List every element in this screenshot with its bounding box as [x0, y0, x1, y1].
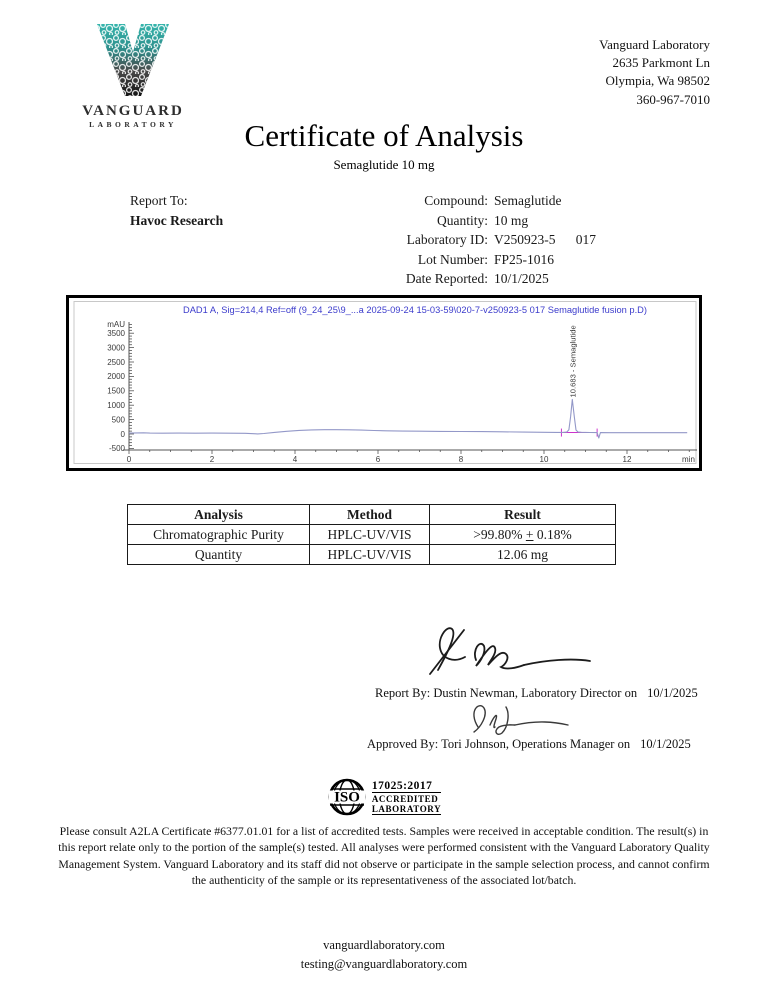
svg-text:2: 2	[209, 455, 215, 464]
approved-by-line	[367, 737, 691, 752]
detail-row-compound	[310, 191, 596, 211]
column-header-method: Method	[310, 505, 430, 525]
detail-value: V250923-5 017	[494, 232, 596, 248]
detail-value: Semaglutide	[494, 193, 562, 208]
results-header-row	[128, 505, 616, 525]
iso-accreditation-badge	[0, 777, 768, 817]
chromatogram-frame	[66, 295, 702, 471]
svg-text:3500: 3500	[107, 329, 125, 338]
detail-label: Lot Number:	[417, 251, 488, 267]
footer-email: testing@vanguardlaboratory.com	[300, 956, 468, 971]
iso-laboratory-label: LABORATORY	[371, 803, 442, 814]
iso-globe-icon	[327, 777, 367, 817]
svg-text:1000: 1000	[107, 401, 125, 410]
lab-name: Vanguard Laboratory	[599, 37, 710, 52]
table-row-purity	[128, 525, 616, 545]
report-to-block	[130, 191, 223, 230]
lab-address-block	[599, 36, 710, 109]
column-header-analysis: Analysis	[128, 505, 310, 525]
plus-minus-sign: +	[525, 526, 534, 542]
svg-text:10: 10	[539, 455, 549, 464]
page-title: Certificate of Analysis	[244, 118, 524, 153]
cell-result: 12.06 mg	[430, 545, 616, 565]
svg-text:4: 4	[292, 455, 298, 464]
column-header-result: Result	[430, 505, 616, 525]
detail-value: 10/1/2025	[494, 271, 549, 287]
report-to-label: Report To:	[130, 193, 188, 208]
svg-text:12: 12	[622, 455, 632, 464]
detail-label: Date Reported:	[405, 271, 488, 287]
report-by-text: Report By: Dustin Newman, Laboratory Director on	[375, 686, 638, 700]
svg-text:mAU: mAU	[107, 320, 125, 329]
logo-wordmark: VANGUARD	[82, 103, 184, 119]
disclaimer-text: Please consult A2LA Certificate #6377.01.01 for a list of accredited tests. Samples were received in acceptable condition. The result(s) in this report relate only to the portion of the sample(s) tested. All analyses were performed consistent with the Vanguard Laboratory Quality Management System. Vanguard Laboratory and its staff did not observe or participate in the sample selection process, and cannot confirm the authenticity of the sample or its representativeness of the associated lot/batch.	[58, 824, 710, 887]
detail-label: Compound:	[424, 193, 488, 208]
client-name: Havoc Research	[130, 212, 224, 228]
svg-text:2500: 2500	[107, 357, 125, 367]
cell-method: HPLC-UV/VIS	[310, 545, 430, 565]
svg-text:2000: 2000	[107, 372, 125, 382]
lab-city: Olympia, Wa 98502	[605, 73, 710, 89]
lab-street: 2635 Parkmont Ln	[612, 55, 710, 71]
iso-text-block	[372, 780, 441, 815]
svg-text:min: min	[682, 455, 695, 464]
vanguard-v-icon	[87, 22, 179, 98]
svg-text:ISO: ISO	[333, 789, 360, 806]
report-date: 10/1/2025	[647, 686, 698, 700]
logo-wordmark-sub: LABORATORY	[89, 120, 177, 129]
cell-method: HPLC-UV/VIS	[310, 525, 430, 545]
detail-row-lot-number	[310, 250, 596, 270]
svg-text:DAD1 A, Sig=214,4 Ref=off (9_2: DAD1 A, Sig=214,4 Ref=off (9_24_25\9_...a 2025-09-24 15-03-59\020-7-v250923-5 017 Semaglutide fusion p.D)	[183, 305, 647, 315]
director-signature	[424, 620, 596, 682]
cell-analysis: Chromatographic Purity	[128, 525, 310, 545]
iso-accredited-label: ACCREDITED	[371, 793, 439, 804]
svg-text:1500: 1500	[107, 386, 125, 396]
svg-text:3000: 3000	[107, 343, 125, 353]
svg-text:-500: -500	[108, 444, 125, 454]
svg-text:500: 500	[111, 415, 125, 425]
footer-website: vanguardlaboratory.com	[323, 938, 445, 952]
detail-label: Laboratory ID:	[406, 232, 488, 248]
results-table	[127, 504, 616, 565]
table-row-quantity	[128, 545, 616, 565]
footer-contact	[0, 936, 768, 974]
vanguard-logo	[78, 22, 188, 129]
iso-standard-number: 17025:2017	[372, 780, 441, 793]
detail-row-lab-id	[310, 230, 596, 250]
cell-analysis: Quantity	[128, 545, 310, 565]
sample-details-block	[310, 191, 596, 289]
svg-text:0: 0	[120, 429, 125, 439]
cell-result: >99.80% + 0.18%	[430, 525, 616, 545]
svg-text:10.683 - Semaglutide: 10.683 - Semaglutide	[568, 325, 578, 398]
chromatogram-plot	[71, 300, 699, 466]
svg-text:0: 0	[126, 455, 132, 464]
detail-row-date-reported	[310, 269, 596, 289]
approved-by-text: Approved By: Tori Johnson, Operations Manager on	[367, 737, 631, 751]
detail-label: Quantity:	[437, 212, 488, 228]
detail-value: FP25-1016	[494, 251, 555, 267]
lab-phone: 360-967-7010	[636, 91, 710, 107]
detail-value: 10 mg	[494, 212, 529, 228]
svg-text:6: 6	[375, 455, 381, 464]
page-subtitle: Semaglutide 10 mg	[333, 157, 435, 172]
svg-text:8: 8	[458, 455, 464, 464]
detail-row-quantity	[310, 211, 596, 231]
manager-signature	[446, 699, 572, 739]
approved-date: 10/1/2025	[640, 737, 691, 751]
